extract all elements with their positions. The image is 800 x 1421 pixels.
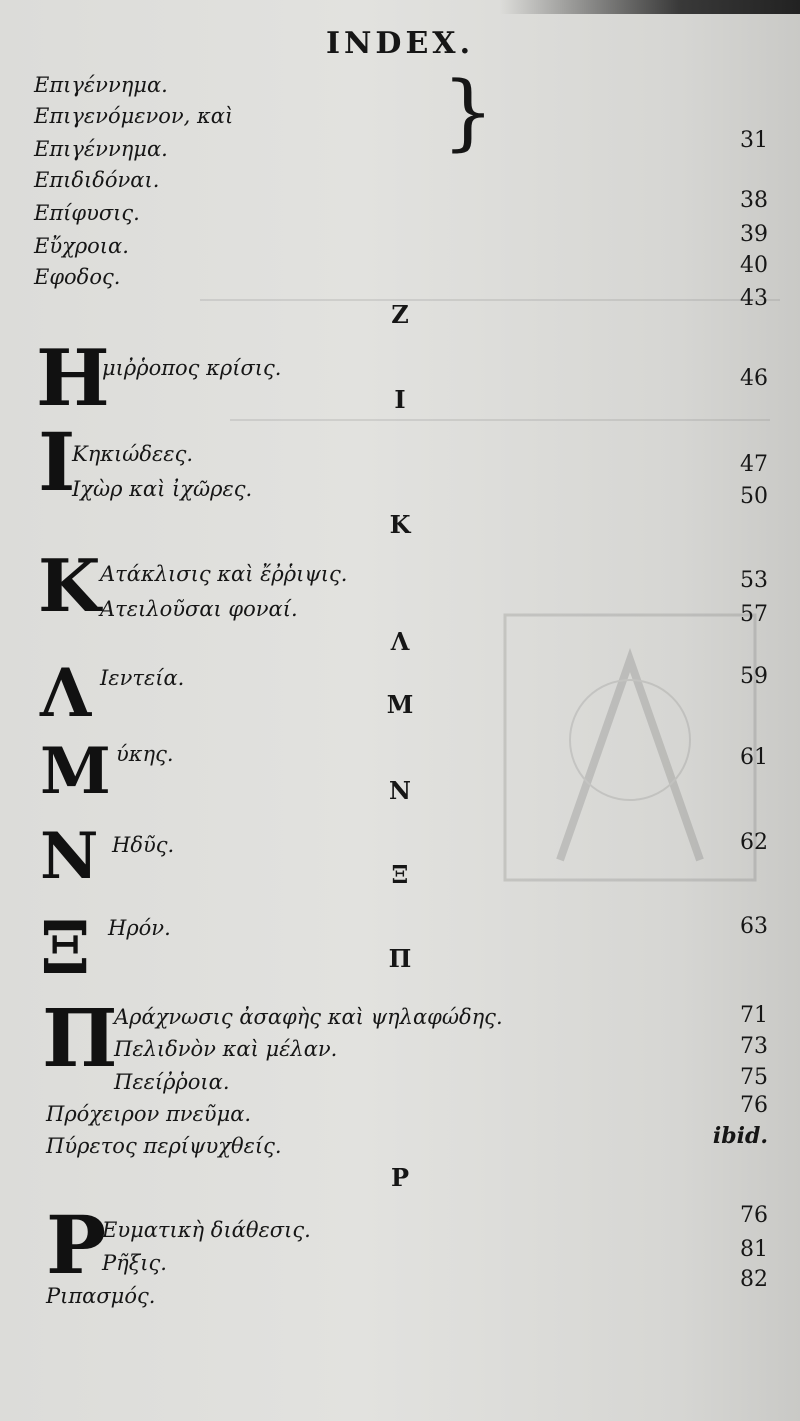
page-number: 40 [740, 253, 768, 278]
page-number: 43 [740, 286, 768, 311]
section-letter: M [386, 690, 414, 719]
page-number: ibid. [712, 1123, 768, 1149]
index-entry: Κηκιώδεες. [72, 442, 194, 466]
page-number: 76 [740, 1093, 768, 1118]
index-entry: Ιχὼρ καὶ ἰχῶρες. [72, 477, 253, 501]
section-letter: Z [391, 300, 409, 329]
section-letter: Ξ [391, 860, 409, 889]
section-letter: K [389, 510, 411, 539]
section-letter: Λ [390, 627, 410, 656]
page-number: 38 [740, 188, 768, 213]
page-number: 59 [740, 664, 768, 689]
page-number: 76 [740, 1203, 768, 1228]
index-entry: μιῤῥοπος κρίσις. [102, 356, 282, 380]
index-entry: Πελιδνὸν καὶ μέλαν. [114, 1037, 338, 1061]
page-number: 81 [740, 1237, 768, 1262]
index-entry: Αράχνωσις ἀσαφὴς καὶ ψηλαφώδης. [114, 1005, 503, 1029]
section-letter: Π [388, 944, 412, 973]
index-entry: Εὔχροια. [34, 234, 129, 258]
page-number: 63 [740, 914, 768, 939]
page-number: 75 [740, 1065, 768, 1090]
initial-letter: M [40, 734, 111, 809]
index-entry: ύκης. [116, 742, 174, 766]
index-entry: Πεείῤῥοια. [114, 1070, 230, 1094]
page-number: 71 [740, 1003, 768, 1028]
section-letter: I [394, 385, 406, 414]
index-entry: Ριπασμός. [46, 1284, 156, 1308]
page-number: 50 [740, 484, 768, 509]
index-entry: Ιεντεία. [100, 666, 185, 690]
page-number: 73 [740, 1034, 768, 1059]
page-number: 62 [740, 830, 768, 855]
index-entry: Ευματικὴ διάθεσις. [102, 1218, 311, 1242]
page-number: 47 [740, 452, 768, 477]
page-number: 31 [740, 128, 768, 153]
initial-letter: Π [42, 991, 118, 1085]
initial-letter: K [38, 543, 101, 628]
page-number: 53 [740, 568, 768, 593]
brace-glyph: } [442, 65, 495, 160]
index-entry: Ατειλοῦσαι φοναί. [100, 597, 298, 621]
page-number: 57 [740, 602, 768, 627]
section-letter: N [389, 776, 411, 805]
page-number: 39 [740, 222, 768, 247]
index-entry: Επιδιδόναι. [34, 168, 160, 192]
index-entry: Επιγέννημα. [34, 73, 168, 97]
index-entry: Επίφυσις. [34, 201, 140, 225]
section-letter: P [390, 1163, 410, 1192]
index-entry: Πρόχειρον πνεῦμα. [46, 1102, 252, 1126]
index-entry: Ρῆξις. [102, 1251, 167, 1275]
initial-letter: N [40, 819, 99, 894]
page-number: 61 [740, 745, 768, 770]
index-entry: Ατάκλισις καὶ ἔῤῥιψις. [100, 562, 348, 586]
initial-letter: Ξ [40, 905, 91, 990]
index-entry: Πύρετος περίψυχθείς. [46, 1134, 282, 1158]
initial-letter: I [38, 415, 76, 509]
page-number: 46 [740, 366, 768, 391]
initial-letter: P [46, 1198, 107, 1292]
initial-letter: Λ [40, 654, 92, 732]
page-header: INDEX. [325, 26, 475, 61]
page-number: 82 [740, 1267, 768, 1292]
initial-letter: H [36, 333, 110, 424]
index-entry: Εφοδος. [34, 265, 121, 289]
index-entry: Επιγέννημα. [34, 137, 168, 161]
index-entry: Ηρόν. [108, 916, 171, 940]
index-entry: Ηδῦς. [112, 833, 175, 857]
index-entry: Επιγενόμενον, καὶ [34, 104, 234, 128]
